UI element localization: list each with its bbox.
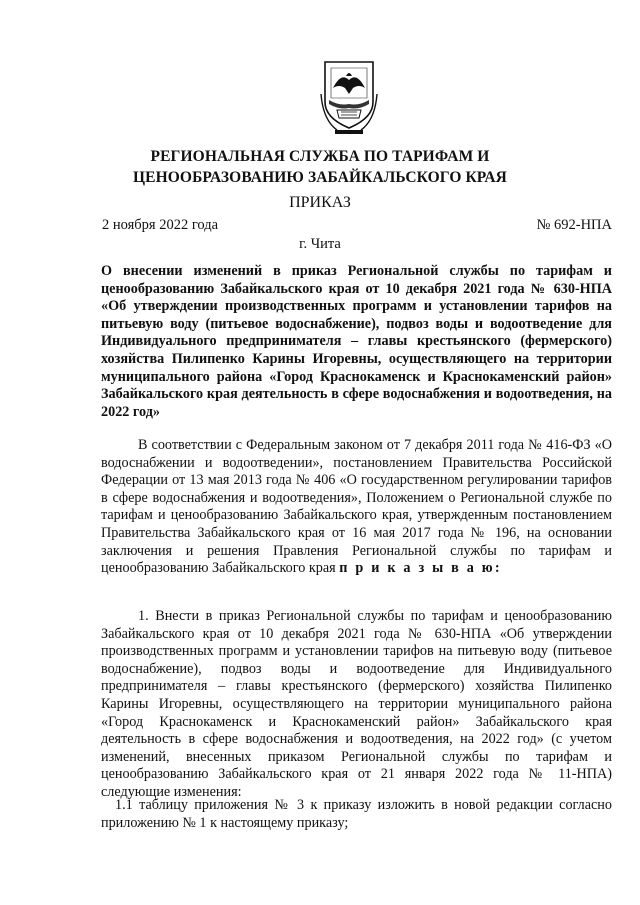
- order-word: п р и к а з ы в а ю:: [339, 560, 502, 577]
- agency-name-line-1: РЕГИОНАЛЬНАЯ СЛУЖБА ПО ТАРИФАМ И: [150, 148, 490, 165]
- document-date: 2 ноября 2022 года: [102, 217, 219, 233]
- item-1-1-paragraph: 1.1 таблицу приложения № 3 к приказу изложить в новой редакции согласно приложению № 1 к настоящему приказу;: [101, 797, 612, 831]
- coat-of-arms-icon: [319, 58, 379, 140]
- document-number: № 692-НПА: [536, 217, 612, 233]
- document-city: г. Чита: [299, 236, 341, 252]
- agency-name: [100, 146, 540, 188]
- item-1-paragraph: 1. Внести в приказ Региональной службы по тарифам и ценообразованию Забайкальского края от 10 декабря 2021 года № 630-НПА «Об утверждении производственных программ и установлении тарифов на питьевую воду (питьевое водоснабжение), подвоз воды и водоотведение для Индивидуального предпринимателя – главы крестьянского (фермерского) хозяйства Пилипенко Карины Игоревны, осуществляющего на территории муниципального района «Город Краснокаменск и Краснокаменский район» Забайкальского края деятельность в сфере водоснабжения и водоотведения, на 2022 год» (с учетом изменений, внесенных приказом Региональной службы по тарифам и ценообразованию Забайкальского края от 21 января 2022 года № 11-НПА) следующие изменения:: [101, 608, 612, 800]
- agency-name-line-2: ЦЕНООБРАЗОВАНИЮ ЗАБАЙКАЛЬСКОГО КРАЯ: [133, 169, 507, 186]
- document-title: О внесении изменений в приказ Региональной службы по тарифам и ценообразованию Забайкальского края от 10 декабря 2021 года № 630-НПА «Об утверждении производственных программ и установлении тарифов на питьевую воду (питьевое водоснабжение), подвоз воды и водоотведение для Индивидуального предпринимателя – главы крестьянского (фермерского) хозяйства Пилипенко Карины Игоревны, осуществляющего на территории муниципального района «Город Краснокаменск и Краснокаменский район» Забайкальского края деятельность в сфере водоснабжения и водоотведения, на 2022 год»: [101, 263, 612, 420]
- preamble-paragraph: [101, 437, 612, 578]
- preamble-text: В соответствии с Федеральным законом от 7 декабря 2011 года № 416-ФЗ «О водоснабжении и водоотведении», постановлением Правительства Российской Федерации от 13 мая 2013 года № 406 «О государственном регулировании тарифов в сфере водоснабжения и водоотведения», Положением о Региональной службе по тарифам и ценообразованию Забайкальского края, утвержденным постановлением Правительства Забайкальского края от 16 мая 2017 года № 196, на основании заключения и решения Правления Региональной службы по тарифам и ценообразованию Забайкальского края: [101, 437, 612, 577]
- document-type: ПРИКАЗ: [289, 194, 351, 211]
